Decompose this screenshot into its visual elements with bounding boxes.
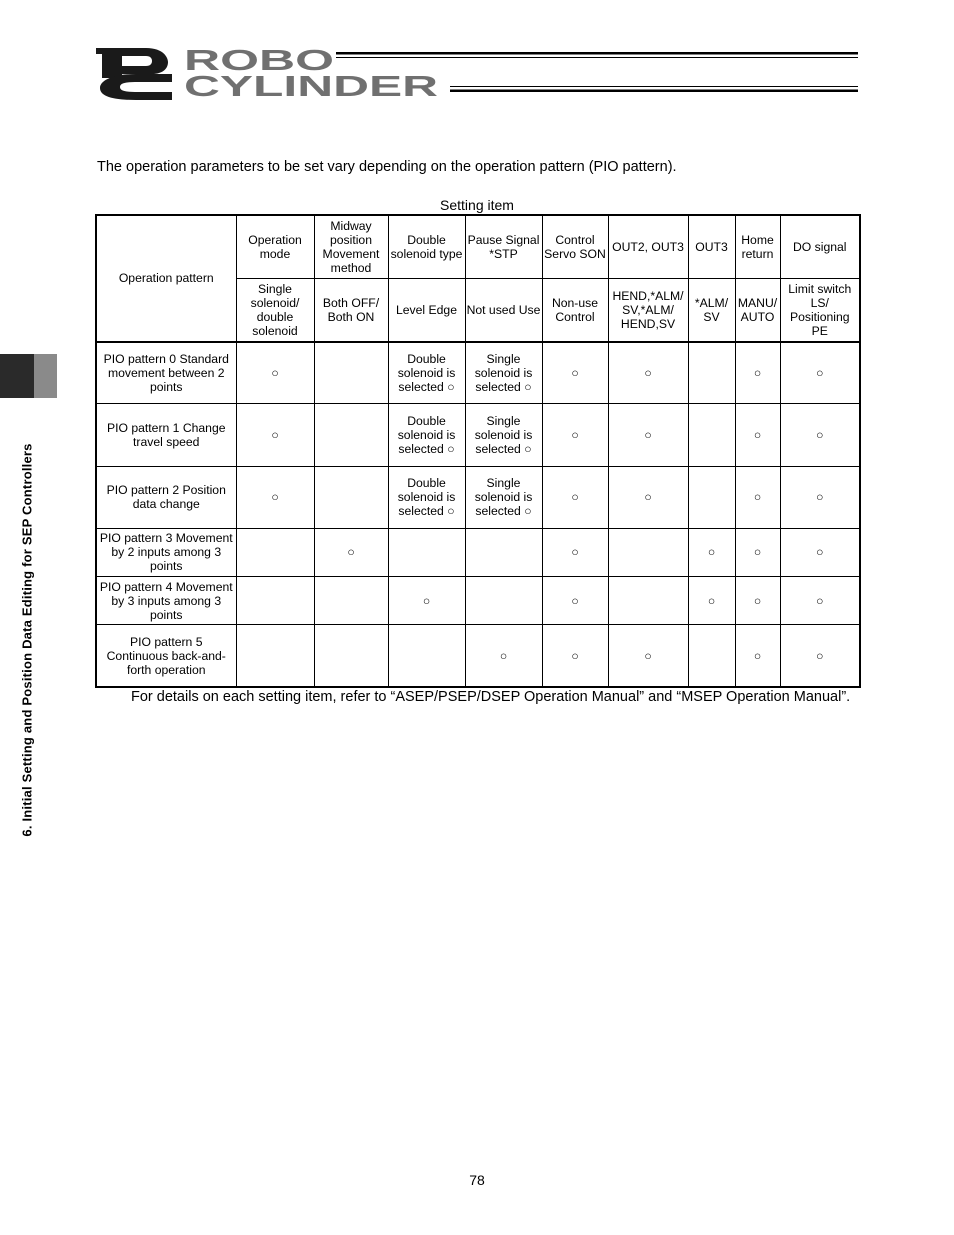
table-cell: ○ [735,528,780,576]
header-row-names [96,215,860,278]
column-values: Not used Use [465,278,542,341]
table-row [96,342,860,404]
column-values: MANU/ AUTO [735,278,780,341]
table-cell: ○ [735,576,780,624]
logo-text-robo: ROBO [184,45,334,77]
table-cell: ○ [735,625,780,687]
header-rule-upper [336,52,858,62]
table-cell [465,576,542,624]
column-header: Operation mode [236,215,314,278]
table-cell [236,576,314,624]
table-row [96,625,860,687]
table-cell [688,404,735,466]
table-cell: ○ [780,576,860,624]
chapter-tab-shade [34,354,57,398]
column-header: Midway position Movement method [314,215,388,278]
logo-text-cylinder: CYLINDER [184,71,439,100]
table-row [96,576,860,624]
table-cell [236,625,314,687]
table-cell: ○ [608,466,688,528]
table-cell [314,625,388,687]
column-values: Non-use Control [542,278,608,341]
column-header: Home return [735,215,780,278]
column-header: Control Servo SON [542,215,608,278]
table-row [96,528,860,576]
table-cell [688,466,735,528]
table-cell: Double solenoid is selected ○ [388,466,465,528]
table-cell: ○ [542,576,608,624]
column-values: *ALM/ SV [688,278,735,341]
row-pattern-label: PIO pattern 0 Standard movement between 2 points [96,342,236,404]
corner-header: Operation pattern [96,215,236,342]
table-cell: ○ [608,625,688,687]
table-cell [388,528,465,576]
table-cell [465,528,542,576]
table-cell: ○ [735,342,780,404]
column-header: DO signal [780,215,860,278]
table-cell: ○ [236,342,314,404]
table-cell [314,342,388,404]
table-cell: ○ [780,404,860,466]
table-cell [608,528,688,576]
reference-note: For details on each setting item, refer to “ASEP/PSEP/DSEP Operation Manual” and “MSEP Operation Manual”. [131,689,851,705]
table-cell: ○ [236,466,314,528]
table-cell: ○ [542,528,608,576]
table-cell: ○ [735,466,780,528]
table-cell: Double solenoid is selected ○ [388,404,465,466]
row-pattern-label: PIO pattern 2 Position data change [96,466,236,528]
table-cell [314,466,388,528]
table-row [96,404,860,466]
column-header: OUT2, OUT3 [608,215,688,278]
table-cell: ○ [780,342,860,404]
table-cell [688,625,735,687]
row-pattern-label: PIO pattern 3 Movement by 2 inputs among 3 points [96,528,236,576]
row-pattern-label: PIO pattern 1 Change travel speed [96,404,236,466]
table-cell: ○ [688,576,735,624]
pio-pattern-table [95,214,861,688]
table-cell [314,576,388,624]
column-header: Double solenoid type [388,215,465,278]
table-cell: ○ [236,404,314,466]
table-cell: ○ [780,466,860,528]
table-caption: Setting item [440,197,514,213]
row-pattern-label: PIO pattern 4 Movement by 3 inputs among 3 points [96,576,236,624]
chapter-tab-marker [0,354,34,398]
table-cell: ○ [608,342,688,404]
column-header: OUT3 [688,215,735,278]
table-cell: Double solenoid is selected ○ [388,342,465,404]
header-rule-lower [450,86,858,94]
table-cell: ○ [780,528,860,576]
column-values: Level Edge [388,278,465,341]
table-cell [314,404,388,466]
column-values: Single solenoid/ double solenoid [236,278,314,341]
table-cell: ○ [542,342,608,404]
table-cell [688,342,735,404]
table-cell: ○ [542,625,608,687]
column-values: HEND,*ALM/ SV,*ALM/ HEND,SV [608,278,688,341]
intro-paragraph: The operation parameters to be set vary depending on the operation pattern (PIO pattern). [97,159,677,175]
table-cell: Single solenoid is selected ○ [465,466,542,528]
table-cell: ○ [465,625,542,687]
table-cell: ○ [388,576,465,624]
table-cell: ○ [735,404,780,466]
row-pattern-label: PIO pattern 5 Continuous back-and-forth operation [96,625,236,687]
table-cell: ○ [542,404,608,466]
chapter-side-caption: 6. Initial Setting and Position Data Editing for SEP Controllers [19,443,35,837]
page-number: 78 [469,1172,485,1188]
table-cell [236,528,314,576]
table-cell: ○ [688,528,735,576]
table-row [96,466,860,528]
table-cell: ○ [542,466,608,528]
table-cell: ○ [780,625,860,687]
table-cell: ○ [314,528,388,576]
column-header: Pause Signal *STP [465,215,542,278]
column-values: Limit switch LS/ Positioning PE [780,278,860,341]
column-values: Both OFF/ Both ON [314,278,388,341]
table-cell: Single solenoid is selected ○ [465,342,542,404]
table-cell [388,625,465,687]
table-cell: Single solenoid is selected ○ [465,404,542,466]
table-cell: ○ [608,404,688,466]
table-cell [608,576,688,624]
